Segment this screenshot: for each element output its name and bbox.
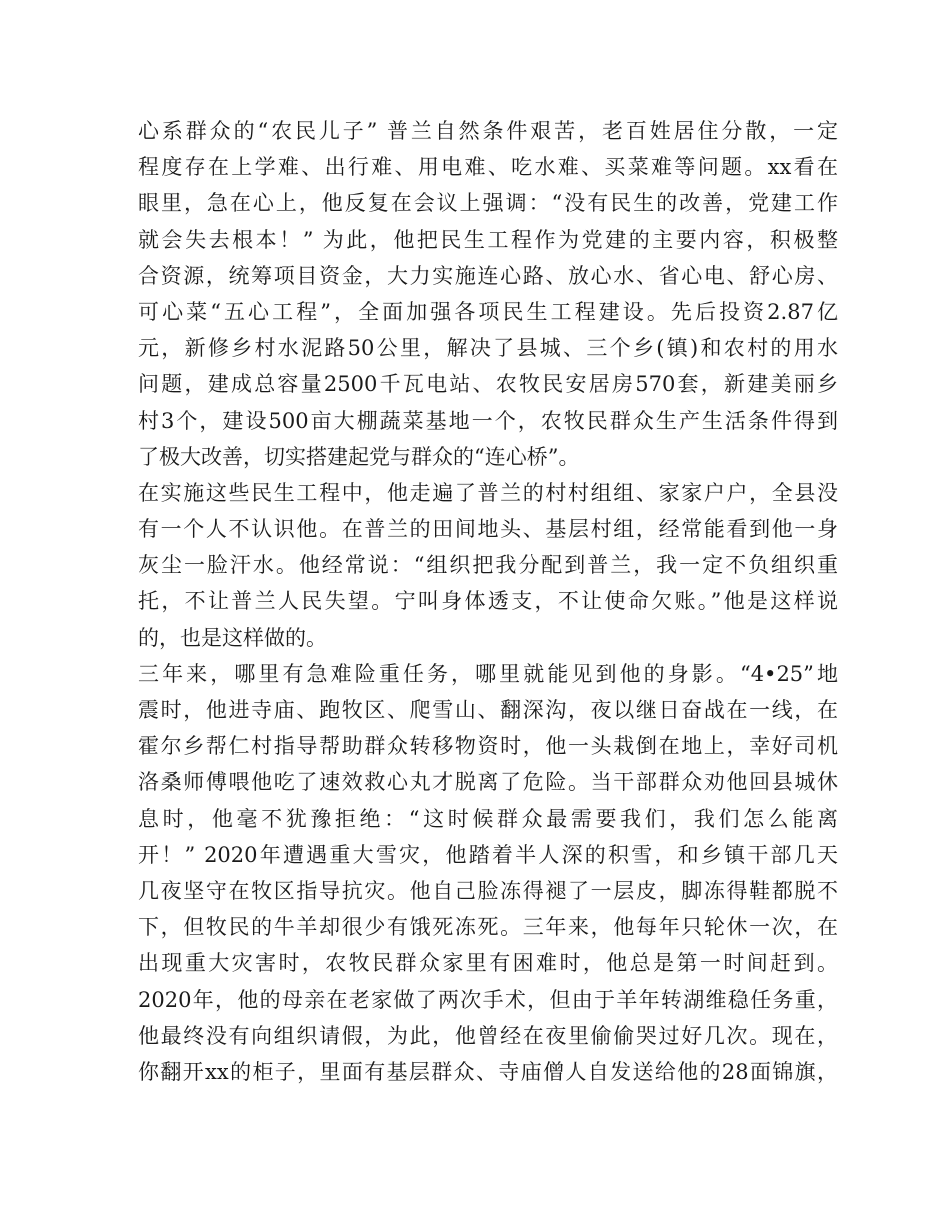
text-line: 在实施这些民生工程中，他走遍了普兰的村村组组、家家户户，全县没 [138,480,838,505]
text-line: 合资源，统筹项目资金，大力实施连心路、放心水、省心电、舒心房、 [138,263,838,288]
text-line: 可心菜“五心工程”，全面加强各项民生工程建设。先后投资2.87亿 [138,299,838,324]
text-line: 心系群众的“农民儿子” 普兰自然条件艰苦，老百姓居住分散，一定 [138,119,838,143]
text-line: 几夜坚守在牧区指导抗灾。他自己脸冻得褪了一层皮，脚冻得鞋都脱不 [138,878,838,903]
text-line: 托，不让普兰人民失望。宁叫身体透支，不让使命欠账。”他是这样说 [138,589,838,614]
text-line: 村3个，建设500亩大棚蔬菜基地一个，农牧民群众生产生活条件得到 [138,408,838,433]
text-line: 他最终没有向组织请假，为此，他曾经在夜里偷偷哭过好几次。现在， [138,1023,838,1048]
text-line: 洛桑师傅喂他吃了速效救心丸才脱离了危险。当干部群众劝他回县城休 [138,770,838,795]
text-line: 你翻开xx的柜子，里面有基层群众、寺庙僧人自发送给他的28面锦旗， [138,1059,838,1084]
text-line: 灰尘一脸汗水。他经常说：“组织把我分配到普兰，我一定不负组织重 [138,553,838,578]
text-line: 震时，他进寺庙、跑牧区、爬雪山、翻深沟，夜以继日奋战在一线，在 [138,698,838,722]
text-line: 眼里，急在心上，他反复在会议上强调：“没有民生的改善，党建工作 [138,191,838,216]
text-line: 下，但牧民的牛羊却很少有饿死冻死。三年来，他每年只轮休一次，在 [138,915,838,940]
text-line: 元，新修乡村水泥路50公里，解决了县城、三个乡(镇)和农村的用水 [138,336,838,361]
text-line: 三年来，哪里有急难险重任务，哪里就能见到他的身影。“4•25”地 [138,661,838,686]
text-line: 出现重大灾害时，农牧民群众家里有困难时，他总是第一时间赶到。 [138,951,838,976]
text-line: 程度存在上学难、出行难、用电难、吃水难、买菜难等问题。xx看在 [138,155,838,180]
text-line: 开！” 2020年遭遇重大雪灾，他踏着半人深的积雪，和乡镇干部几天 [138,842,838,867]
text-line: 了极大改善，切实搭建起党与群众的“连心桥”。 [138,444,580,469]
text-line: 霍尔乡帮仁村指导帮助群众转移物资时，他一头栽倒在地上，幸好司机 [138,734,838,759]
body-text [138,113,838,1090]
text-line: 有一个人不认识他。在普兰的田间地头、基层村组，经常能看到他一身 [138,517,838,542]
text-line: 的，也是这样做的。 [138,625,327,650]
text-line: 息时，他毫不犹豫拒绝：“这时候群众最需要我们，我们怎么能离 [138,806,838,831]
text-line: 问题，建成总容量2500千瓦电站、农牧民安居房570套，新建美丽乡 [138,372,838,397]
text-line: 2020年，他的母亲在老家做了两次手术，但由于羊年转湖维稳任务重， [138,987,838,1012]
text-line: 就会失去根本！” 为此，他把民生工程作为党建的主要内容，积极整 [138,227,838,252]
